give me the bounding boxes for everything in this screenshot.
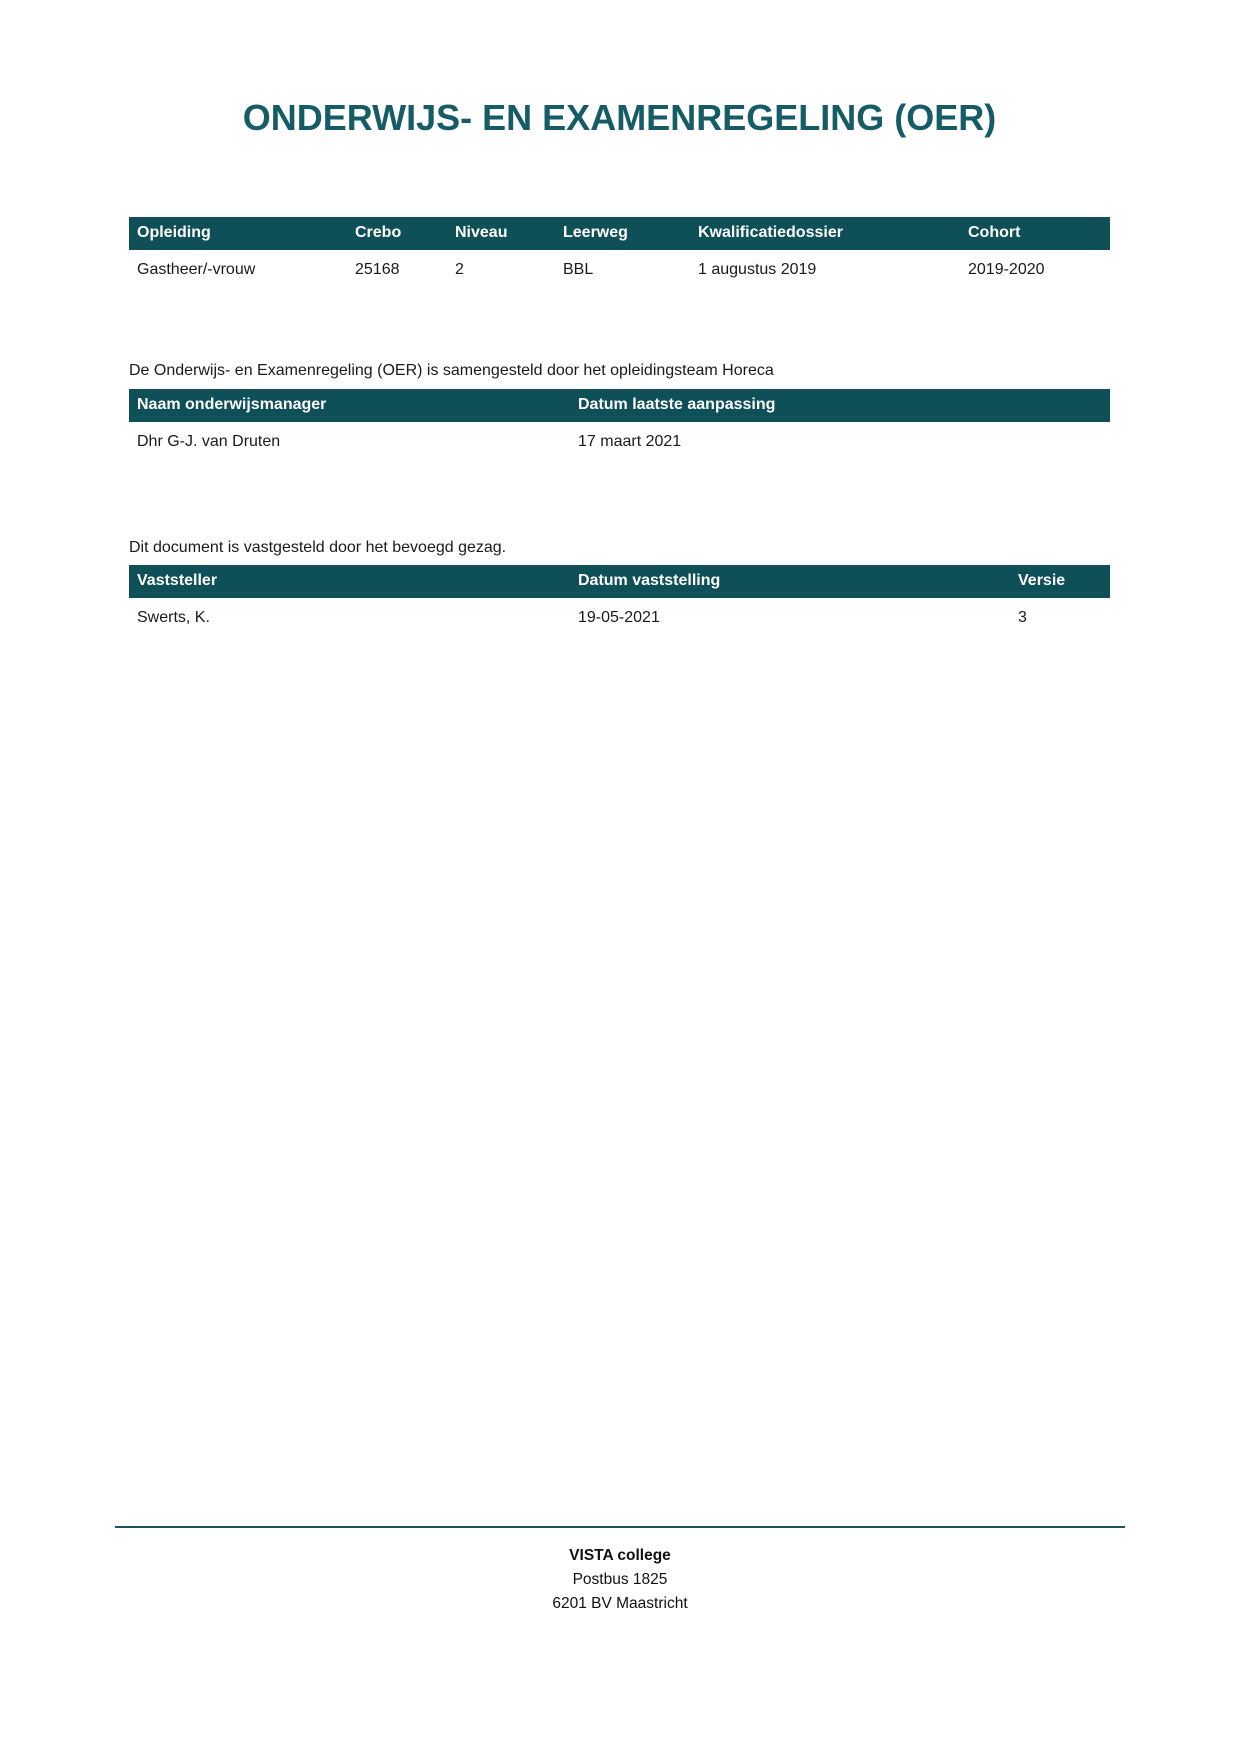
cell-crebo: 25168 — [347, 250, 447, 295]
program-table-header-row — [129, 217, 1110, 250]
footer-address-line1: Postbus 1825 — [572, 1571, 668, 1588]
approval-table-intro: Dit document is vastgesteld door het bevoegd gezag. — [129, 539, 507, 556]
footer-organization: VISTA college — [569, 1547, 671, 1564]
column-header-leerweg: Leerweg — [555, 217, 690, 250]
column-header-niveau: Niveau — [447, 217, 555, 250]
program-table-row — [129, 250, 1110, 295]
cell-datum-laatste-aanpassing: 17 maart 2021 — [570, 422, 1110, 467]
approval-table-header-row — [129, 565, 1110, 598]
column-header-cohort: Cohort — [960, 217, 1110, 250]
manager-table-row — [129, 422, 1110, 467]
page-content — [129, 0, 1110, 643]
column-header-opleiding: Opleiding — [129, 217, 347, 250]
cell-leerweg: BBL — [555, 250, 690, 295]
manager-table-header-row — [129, 389, 1110, 422]
approval-table — [129, 565, 1110, 643]
manager-table-intro: De Onderwijs- en Examenregeling (OER) is samengesteld door het opleidingsteam Horeca — [129, 362, 774, 379]
manager-table — [129, 389, 1110, 467]
page-footer — [115, 1526, 1125, 1616]
cell-versie: 3 — [1010, 598, 1110, 643]
column-header-crebo: Crebo — [347, 217, 447, 250]
column-header-naam-onderwijsmanager: Naam onderwijsmanager — [129, 389, 570, 422]
cell-opleiding: Gastheer/-vrouw — [129, 250, 347, 295]
cell-kwalificatiedossier: 1 augustus 2019 — [690, 250, 960, 295]
column-header-datum-vaststelling: Datum vaststelling — [570, 565, 1010, 598]
column-header-versie: Versie — [1010, 565, 1110, 598]
page-title: ONDERWIJS- EN EXAMENREGELING (OER) — [242, 97, 997, 138]
footer-divider — [115, 1526, 1125, 1528]
column-header-vaststeller: Vaststeller — [129, 565, 570, 598]
cell-vaststeller: Swerts, K. — [129, 598, 570, 643]
column-header-datum-laatste-aanpassing: Datum laatste aanpassing — [570, 389, 1110, 422]
cell-niveau: 2 — [447, 250, 555, 295]
cell-naam-onderwijsmanager: Dhr G-J. van Druten — [129, 422, 570, 467]
footer-address-line2: 6201 BV Maastricht — [552, 1595, 688, 1612]
program-table — [129, 217, 1110, 295]
cell-cohort: 2019-2020 — [960, 250, 1110, 295]
approval-table-row — [129, 598, 1110, 643]
column-header-kwalificatiedossier: Kwalificatiedossier — [690, 217, 960, 250]
cell-datum-vaststelling: 19-05-2021 — [570, 598, 1010, 643]
